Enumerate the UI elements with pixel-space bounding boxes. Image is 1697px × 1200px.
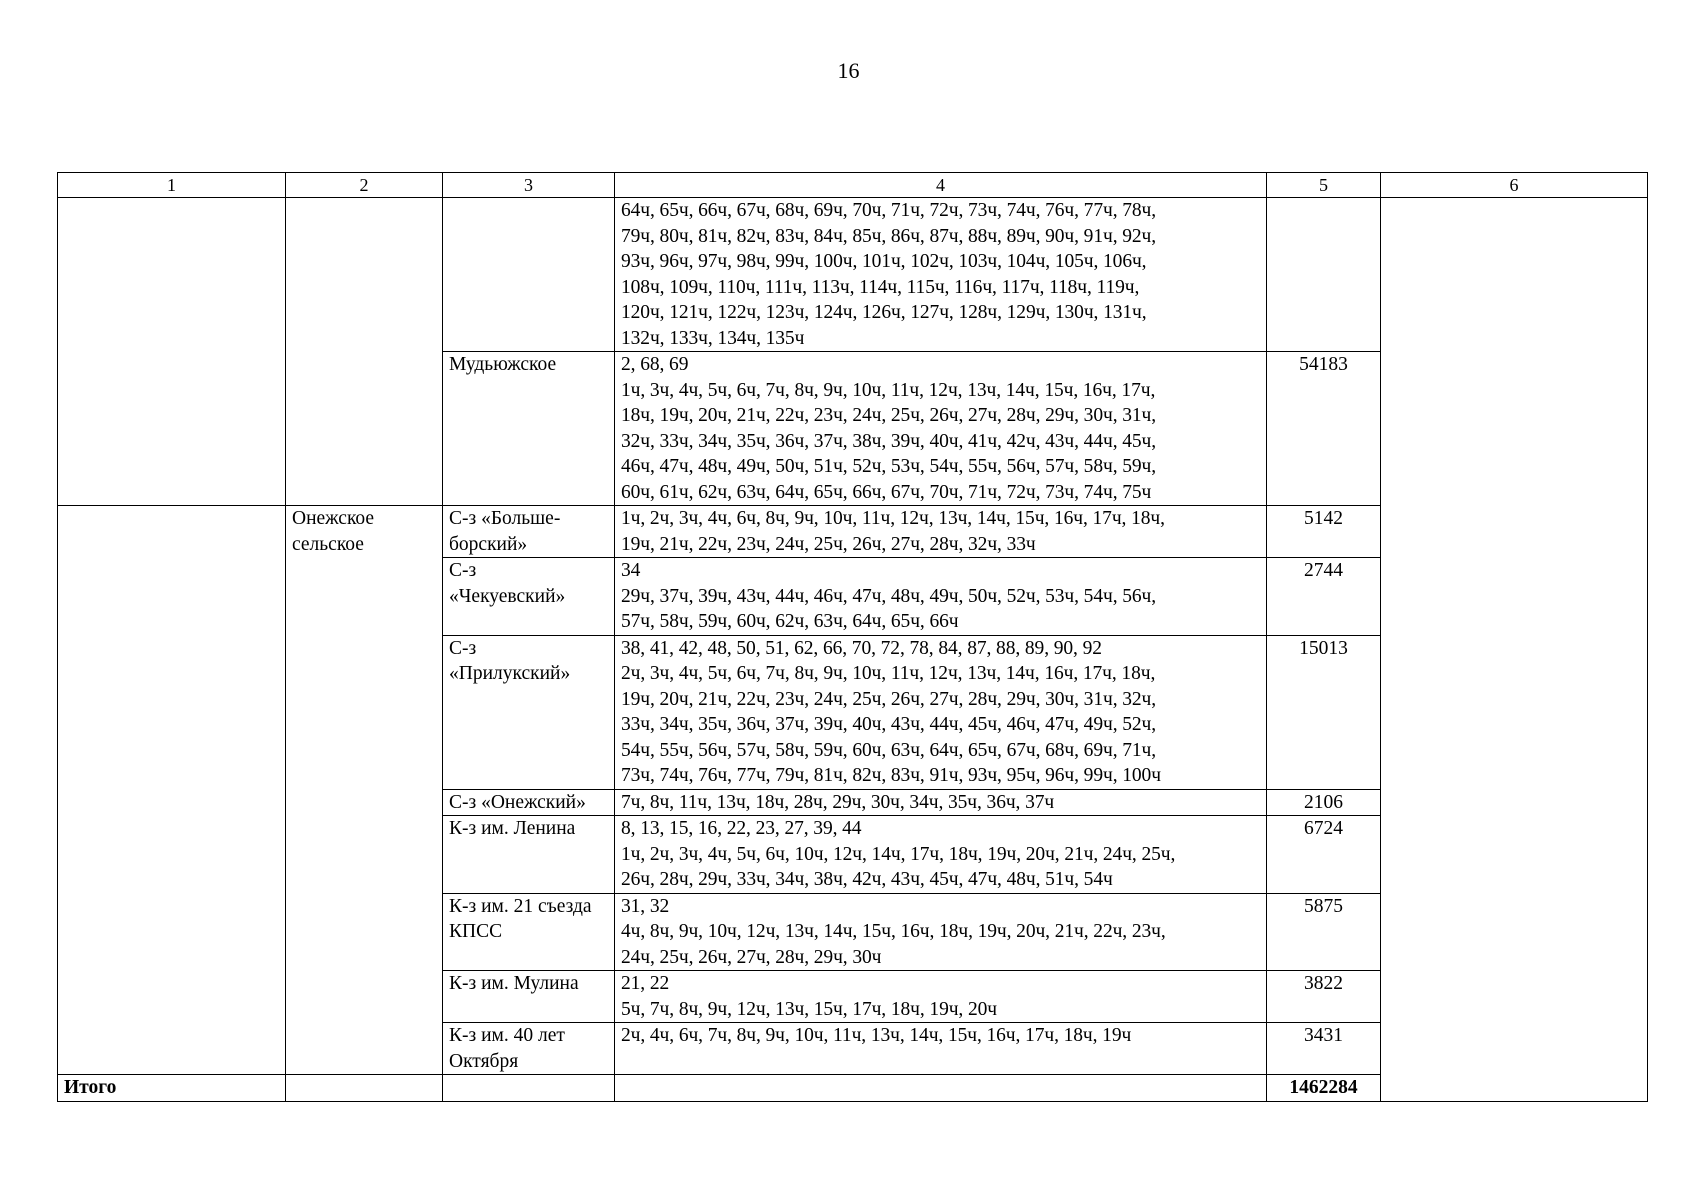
column-header: 2 <box>286 173 443 198</box>
quarters-line: 54ч, 55ч, 56ч, 57ч, 58ч, 59ч, 60ч, 63ч, 64ч, 65ч, 67ч, 68ч, 69ч, 71ч, <box>621 739 1157 761</box>
quarters-cell <box>615 893 1267 971</box>
quarters-line: 120ч, 121ч, 122ч, 123ч, 124ч, 126ч, 127ч, 128ч, 129ч, 130ч, 131ч, <box>621 302 1147 323</box>
forest-allotment-table <box>57 172 1648 1102</box>
quarters-line: 2ч, 4ч, 6ч, 7ч, 8ч, 9ч, 10ч, 11ч, 13ч, 14ч, 15ч, 16ч, 17ч, 18ч, 19ч <box>621 1025 1132 1046</box>
quarters-line: 46ч, 47ч, 48ч, 49ч, 50ч, 51ч, 52ч, 53ч, 54ч, 55ч, 56ч, 57ч, 58ч, 59ч, <box>621 456 1157 477</box>
quarters-cell <box>615 198 1267 352</box>
cell-empty <box>443 1075 615 1102</box>
quarters-cell <box>615 506 1267 558</box>
area-value: 5142 <box>1267 506 1381 558</box>
quarters-line: 29ч, 37ч, 39ч, 43ч, 44ч, 46ч, 47ч, 48ч, 49ч, 50ч, 52ч, 53ч, 54ч, 56ч, <box>621 585 1157 607</box>
quarters-line: 57ч, 58ч, 59ч, 60ч, 62ч, 63ч, 64ч, 65ч, 66ч <box>621 611 959 632</box>
cell-empty <box>1267 198 1381 352</box>
area-value: 54183 <box>1267 352 1381 506</box>
quarters-line: 2ч, 3ч, 4ч, 5ч, 6ч, 7ч, 8ч, 9ч, 10ч, 11ч, 12ч, 13ч, 14ч, 16ч, 17ч, 18ч, <box>621 663 1156 684</box>
quarters-line: 21, 22 <box>621 973 670 994</box>
column-header: 6 <box>1381 173 1648 198</box>
forestry-name: Онежское сельское <box>286 506 443 1075</box>
quarters-line: 79ч, 80ч, 81ч, 82ч, 83ч, 84ч, 85ч, 86ч, 87ч, 88ч, 89ч, 90ч, 91ч, 92ч, <box>621 225 1157 247</box>
quarters-line: 38, 41, 42, 48, 50, 51, 62, 66, 70, 72, 78, 84, 87, 88, 89, 90, 92 <box>621 637 1102 659</box>
table-row <box>58 198 1648 352</box>
quarters-line: 18ч, 19ч, 20ч, 21ч, 22ч, 23ч, 24ч, 25ч, 26ч, 27ч, 28ч, 29ч, 30ч, 31ч, <box>621 405 1157 426</box>
quarters-line: 31, 32 <box>621 895 670 917</box>
cell-empty <box>286 1075 443 1102</box>
quarters-line: 132ч, 133ч, 134ч, 135ч <box>621 327 805 349</box>
area-value: 2106 <box>1267 789 1381 816</box>
column-header: 5 <box>1267 173 1381 198</box>
cell-empty <box>615 1075 1267 1102</box>
area-value: 5875 <box>1267 893 1381 971</box>
quarters-line: 33ч, 34ч, 35ч, 36ч, 37ч, 39ч, 40ч, 43ч, 44ч, 45ч, 46ч, 47ч, 49ч, 52ч, <box>621 714 1157 735</box>
subdivision-name: К-з им. Ленина <box>443 816 615 894</box>
quarters-line: 32ч, 33ч, 34ч, 35ч, 36ч, 37ч, 38ч, 39ч, 40ч, 41ч, 42ч, 43ч, 44ч, 45ч, <box>621 430 1157 452</box>
total-label: Итого <box>58 1075 286 1102</box>
quarters-line: 2, 68, 69 <box>621 354 689 375</box>
quarters-line: 1ч, 2ч, 3ч, 4ч, 5ч, 6ч, 10ч, 12ч, 14ч, 17ч, 18ч, 19ч, 20ч, 21ч, 24ч, 25ч, <box>621 843 1176 865</box>
quarters-cell <box>615 816 1267 894</box>
cell-empty <box>286 198 443 506</box>
quarters-line: 1ч, 2ч, 3ч, 4ч, 6ч, 8ч, 9ч, 10ч, 11ч, 12ч, 13ч, 14ч, 15ч, 16ч, 17ч, 18ч, <box>621 508 1165 529</box>
subdivision-name: К-з им. Мулина <box>443 971 615 1023</box>
quarters-line: 26ч, 28ч, 29ч, 33ч, 34ч, 38ч, 42ч, 43ч, 45ч, 47ч, 48ч, 51ч, 54ч <box>621 869 1113 890</box>
quarters-line: 7ч, 8ч, 11ч, 13ч, 18ч, 28ч, 29ч, 30ч, 34ч, 35ч, 36ч, 37ч <box>621 791 1055 813</box>
area-value: 3431 <box>1267 1023 1381 1075</box>
subdivision-name: С-з «Больше- борский» <box>443 506 615 558</box>
quarters-cell <box>615 789 1267 816</box>
quarters-line: 64ч, 65ч, 66ч, 67ч, 68ч, 69ч, 70ч, 71ч, 72ч, 73ч, 74ч, 76ч, 77ч, 78ч, <box>621 200 1157 221</box>
quarters-line: 24ч, 25ч, 26ч, 27ч, 28ч, 29ч, 30ч <box>621 946 882 968</box>
cell-empty <box>58 198 286 506</box>
cell-empty <box>443 198 615 352</box>
column-header: 4 <box>615 173 1267 198</box>
quarters-cell <box>615 635 1267 789</box>
quarters-line: 34 <box>621 560 641 581</box>
subdivision-name: К-з им. 40 лет Октября <box>443 1023 615 1075</box>
page-number: 16 <box>837 58 860 83</box>
subdivision-name: С-з «Прилукский» <box>443 635 615 789</box>
quarters-cell <box>615 352 1267 506</box>
quarters-line: 93ч, 96ч, 97ч, 98ч, 99ч, 100ч, 101ч, 102ч, 103ч, 104ч, 105ч, 106ч, <box>621 251 1147 272</box>
area-value: 6724 <box>1267 816 1381 894</box>
quarters-line: 4ч, 8ч, 9ч, 10ч, 12ч, 13ч, 14ч, 15ч, 16ч, 18ч, 19ч, 20ч, 21ч, 22ч, 23ч, <box>621 921 1166 942</box>
quarters-line: 108ч, 109ч, 110ч, 111ч, 113ч, 114ч, 115ч, 116ч, 117ч, 118ч, 119ч, <box>621 276 1140 298</box>
column-number-row <box>58 173 1648 198</box>
quarters-cell <box>615 1023 1267 1075</box>
total-value: 1462284 <box>1267 1075 1381 1102</box>
quarters-line: 8, 13, 15, 16, 22, 23, 27, 39, 44 <box>621 818 862 839</box>
area-value: 2744 <box>1267 558 1381 636</box>
quarters-line: 73ч, 74ч, 76ч, 77ч, 79ч, 81ч, 82ч, 83ч, 91ч, 93ч, 95ч, 96ч, 99ч, 100ч <box>621 765 1161 786</box>
quarters-line: 19ч, 21ч, 22ч, 23ч, 24ч, 25ч, 26ч, 27ч, 28ч, 32ч, 33ч <box>621 533 1036 555</box>
column-header: 1 <box>58 173 286 198</box>
quarters-cell <box>615 558 1267 636</box>
notes-cell <box>1381 198 1648 1102</box>
area-value: 15013 <box>1267 635 1381 789</box>
subdivision-name: Мудьюжское <box>443 352 615 506</box>
column-header: 3 <box>443 173 615 198</box>
subdivision-name: К-з им. 21 съезда КПСС <box>443 893 615 971</box>
quarters-line: 60ч, 61ч, 62ч, 63ч, 64ч, 65ч, 66ч, 67ч, 70ч, 71ч, 72ч, 73ч, 74ч, 75ч <box>621 481 1152 503</box>
quarters-line: 5ч, 7ч, 8ч, 9ч, 12ч, 13ч, 15ч, 17ч, 18ч, 19ч, 20ч <box>621 998 997 1020</box>
quarters-line: 19ч, 20ч, 21ч, 22ч, 23ч, 24ч, 25ч, 26ч, 27ч, 28ч, 29ч, 30ч, 31ч, 32ч, <box>621 688 1157 710</box>
subdivision-name: С-з «Онежский» <box>443 789 615 816</box>
quarters-cell <box>615 971 1267 1023</box>
quarters-line: 1ч, 3ч, 4ч, 5ч, 6ч, 7ч, 8ч, 9ч, 10ч, 11ч, 12ч, 13ч, 14ч, 15ч, 16ч, 17ч, <box>621 379 1156 401</box>
subdivision-name: С-з «Чекуевский» <box>443 558 615 636</box>
area-value: 3822 <box>1267 971 1381 1023</box>
cell-empty <box>58 506 286 1075</box>
